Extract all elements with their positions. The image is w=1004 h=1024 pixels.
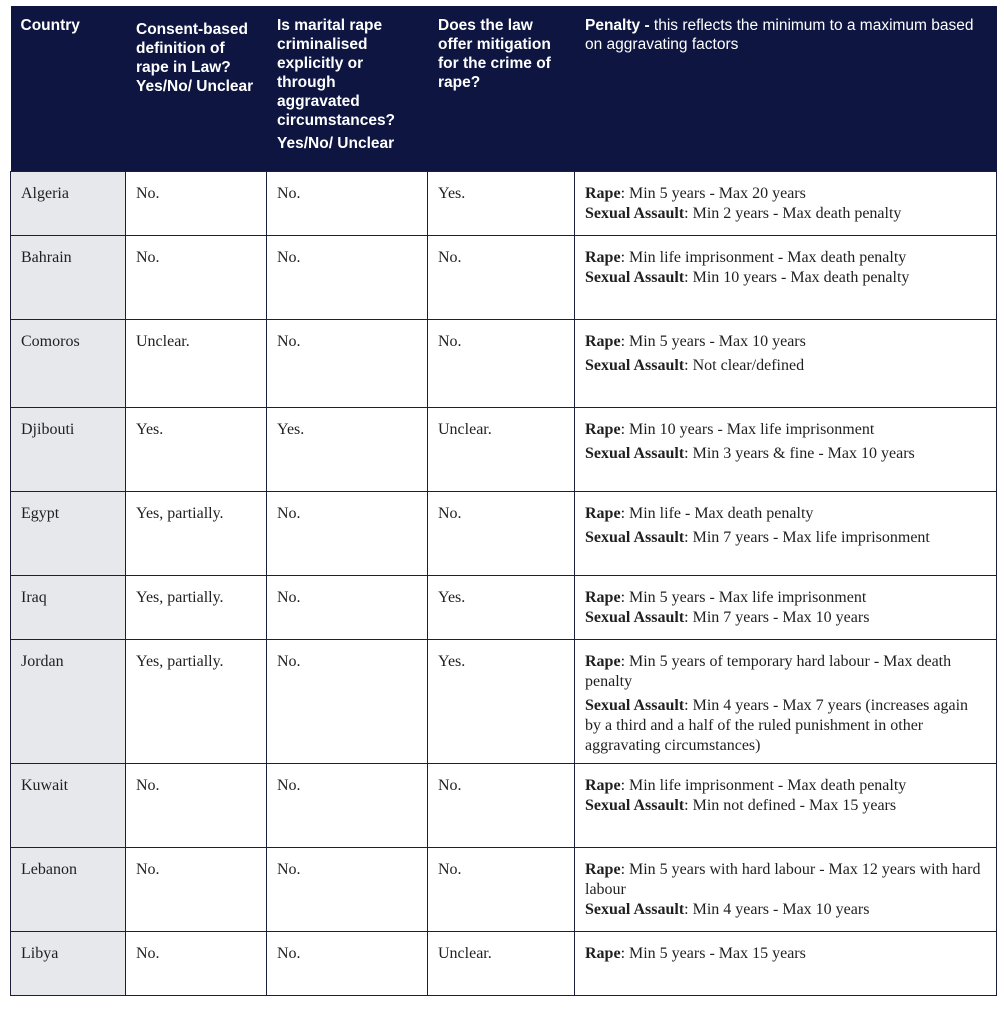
sexual-assault-penalty — [585, 444, 988, 464]
consent-cell-text: Yes. — [136, 420, 164, 438]
consent-cell-text: No. — [136, 860, 160, 878]
header-penalty-bold: Penalty - — [585, 17, 654, 34]
mitigation-cell-text: No. — [438, 860, 462, 878]
rape-label: Rape — [585, 420, 621, 438]
marital-rape-cell-text: No. — [277, 248, 301, 266]
consent-cell-text: No. — [136, 184, 160, 202]
rape-penalty — [585, 248, 988, 268]
sexual-assault-penalty — [585, 528, 988, 548]
country-cell — [11, 639, 126, 763]
consent-cell — [126, 235, 267, 319]
marital-rape-cell-text: No. — [277, 944, 301, 962]
sexual-assault-penalty-value: : Min 7 years - Max life imprisonment — [684, 528, 930, 546]
rape-penalty-value: : Min life imprisonment - Max death penalty — [620, 776, 907, 794]
country-cell — [11, 575, 126, 639]
penalty-cell — [575, 639, 997, 763]
header-country-label: Country — [20, 17, 80, 34]
header-penalty — [575, 6, 997, 171]
marital-rape-cell-text: No. — [277, 776, 301, 794]
marital-rape-cell — [267, 763, 428, 847]
consent-cell-text: Unclear. — [136, 332, 190, 350]
penalty-cell — [575, 407, 997, 491]
marital-rape-cell — [267, 639, 428, 763]
header-penalty-desc: this reflects the minimum to a maximum based on aggravating factors — [585, 17, 974, 53]
table-row — [11, 235, 997, 319]
marital-rape-cell — [267, 171, 428, 235]
penalty-cell — [575, 931, 997, 995]
penalty-cell — [575, 235, 997, 319]
rape-label: Rape — [585, 652, 621, 670]
rape-penalty — [585, 420, 988, 440]
table-body — [11, 171, 997, 995]
sexual-assault-label: Sexual Assault — [585, 528, 685, 546]
rape-label: Rape — [585, 944, 621, 962]
table-row — [11, 847, 997, 931]
country-cell-text: Lebanon — [21, 860, 77, 878]
header-mitigation — [428, 6, 575, 171]
marital-rape-cell-text: No. — [277, 860, 301, 878]
sexual-assault-penalty — [585, 796, 988, 816]
marital-rape-cell-text: No. — [277, 332, 301, 350]
country-cell-text: Djibouti — [21, 420, 75, 438]
rape-penalty-value: : Min 5 years - Max 10 years — [620, 332, 806, 350]
marital-rape-cell — [267, 847, 428, 931]
rape-penalty — [585, 652, 988, 692]
rape-label: Rape — [585, 504, 621, 522]
consent-cell-text: No. — [136, 944, 160, 962]
marital-rape-cell — [267, 319, 428, 407]
consent-cell — [126, 763, 267, 847]
rape-penalty — [585, 332, 988, 352]
marital-rape-cell — [267, 575, 428, 639]
consent-cell-text: No. — [136, 248, 160, 266]
consent-cell — [126, 491, 267, 575]
consent-cell-text: No. — [136, 776, 160, 794]
table-row — [11, 171, 997, 235]
rape-penalty-value: : Min 5 years - Max life imprisonment — [620, 588, 867, 606]
country-cell — [11, 407, 126, 491]
rape-label: Rape — [585, 248, 621, 266]
mitigation-cell — [428, 847, 575, 931]
header-marital-sub: Yes/No/ Unclear — [277, 135, 395, 152]
marital-rape-cell — [267, 491, 428, 575]
rape-penalty — [585, 944, 988, 964]
penalty-cell — [575, 847, 997, 931]
country-cell — [11, 491, 126, 575]
sexual-assault-penalty-value: : Min 3 years & fine - Max 10 years — [684, 444, 915, 462]
sexual-assault-penalty-value: : Min 7 years - Max 10 years — [684, 608, 870, 626]
header-marital-main: Is marital rape criminalised explicitly or through aggravated circumstances? — [277, 17, 396, 129]
sexual-assault-penalty — [585, 356, 988, 376]
mitigation-cell — [428, 763, 575, 847]
rape-penalty-value: : Min life - Max death penalty — [620, 504, 814, 522]
rape-penalty — [585, 776, 988, 796]
sexual-assault-penalty-value: : Not clear/defined — [684, 356, 805, 374]
sexual-assault-penalty — [585, 608, 988, 628]
header-marital-rape — [267, 6, 428, 171]
header-mitigation-label: Does the law offer mitigation for the crime of rape? — [438, 17, 551, 91]
sexual-assault-label: Sexual Assault — [585, 608, 685, 626]
mitigation-cell — [428, 171, 575, 235]
header-row — [11, 6, 997, 171]
table-row — [11, 763, 997, 847]
penalty-cell — [575, 171, 997, 235]
rape-label: Rape — [585, 184, 621, 202]
mitigation-cell — [428, 931, 575, 995]
mitigation-cell-text: Yes. — [438, 652, 466, 670]
marital-rape-cell-text: No. — [277, 504, 301, 522]
marital-rape-cell-text: Yes. — [277, 420, 305, 438]
consent-cell-text: Yes, partially. — [136, 652, 224, 670]
header-consent — [126, 6, 267, 171]
sexual-assault-penalty — [585, 696, 988, 756]
country-cell-text: Egypt — [21, 504, 60, 522]
mitigation-cell-text: Unclear. — [438, 420, 492, 438]
marital-rape-cell-text: No. — [277, 184, 301, 202]
table-row — [11, 491, 997, 575]
mitigation-cell-text: Yes. — [438, 588, 466, 606]
country-cell — [11, 763, 126, 847]
mitigation-cell — [428, 575, 575, 639]
sexual-assault-penalty — [585, 900, 988, 920]
rape-penalty — [585, 860, 988, 900]
country-cell-text: Comoros — [21, 332, 80, 350]
sexual-assault-label: Sexual Assault — [585, 796, 685, 814]
country-cell — [11, 931, 126, 995]
rape-label: Rape — [585, 588, 621, 606]
sexual-assault-penalty — [585, 204, 988, 224]
consent-cell — [126, 407, 267, 491]
mitigation-cell-text: No. — [438, 504, 462, 522]
rape-label: Rape — [585, 860, 621, 878]
penalty-cell — [575, 575, 997, 639]
consent-cell — [126, 171, 267, 235]
table-row — [11, 931, 997, 995]
country-cell-text: Bahrain — [21, 248, 72, 266]
marital-rape-cell — [267, 407, 428, 491]
mitigation-cell-text: No. — [438, 332, 462, 350]
sexual-assault-label: Sexual Assault — [585, 444, 685, 462]
mitigation-cell-text: No. — [438, 776, 462, 794]
sexual-assault-label: Sexual Assault — [585, 900, 685, 918]
rape-penalty-value: : Min 5 years - Max 20 years — [620, 184, 806, 202]
mitigation-cell — [428, 491, 575, 575]
country-cell — [11, 235, 126, 319]
rape-penalty-value: : Min life imprisonment - Max death penalty — [620, 248, 907, 266]
consent-cell — [126, 931, 267, 995]
marital-rape-cell-text: No. — [277, 652, 301, 670]
sexual-assault-label: Sexual Assault — [585, 204, 685, 222]
sexual-assault-label: Sexual Assault — [585, 696, 685, 714]
rape-penalty-value: : Min 5 years with hard labour - Max 12 years with hard labour — [585, 860, 981, 898]
country-cell — [11, 847, 126, 931]
penalty-cell — [575, 491, 997, 575]
sexual-assault-penalty-value: : Min 4 years - Max 10 years — [684, 900, 870, 918]
header-consent-label: Consent-based definition of rape in Law? Yes/No/ Unclear — [136, 21, 254, 95]
mitigation-cell — [428, 235, 575, 319]
table-header — [11, 6, 997, 171]
marital-rape-cell — [267, 235, 428, 319]
country-cell-text: Libya — [21, 944, 59, 962]
consent-cell — [126, 639, 267, 763]
penalty-cell — [575, 319, 997, 407]
consent-cell-text: Yes, partially. — [136, 504, 224, 522]
mitigation-cell — [428, 639, 575, 763]
sexual-assault-penalty-value: : Min 4 years - Max 7 years (increases again by a third and a half of the ruled punishment in other aggravating circumstances) — [585, 696, 969, 754]
header-country — [11, 6, 126, 171]
sexual-assault-penalty — [585, 268, 988, 288]
rape-penalty — [585, 588, 988, 608]
mitigation-cell-text: Yes. — [438, 184, 466, 202]
rape-penalty — [585, 184, 988, 204]
country-cell-text: Kuwait — [21, 776, 69, 794]
marital-rape-cell — [267, 931, 428, 995]
rape-penalty-value: : Min 5 years - Max 15 years — [620, 944, 806, 962]
country-cell — [11, 319, 126, 407]
consent-cell — [126, 575, 267, 639]
rape-penalty-value: : Min 10 years - Max life imprisonment — [620, 420, 875, 438]
sexual-assault-penalty-value: : Min not defined - Max 15 years — [684, 796, 897, 814]
mitigation-cell-text: Unclear. — [438, 944, 492, 962]
country-cell-text: Jordan — [21, 652, 64, 670]
country-cell-text: Iraq — [21, 588, 47, 606]
consent-cell — [126, 847, 267, 931]
table-row — [11, 575, 997, 639]
consent-cell — [126, 319, 267, 407]
sexual-assault-penalty-value: : Min 2 years - Max death penalty — [684, 204, 902, 222]
table-row — [11, 639, 997, 763]
rape-label: Rape — [585, 776, 621, 794]
rape-penalty — [585, 504, 988, 524]
country-cell — [11, 171, 126, 235]
rape-label: Rape — [585, 332, 621, 350]
sexual-assault-label: Sexual Assault — [585, 268, 685, 286]
mitigation-cell-text: No. — [438, 248, 462, 266]
penalty-cell — [575, 763, 997, 847]
table-row — [11, 407, 997, 491]
consent-cell-text: Yes, partially. — [136, 588, 224, 606]
law-comparison-table — [10, 6, 997, 996]
table-row — [11, 319, 997, 407]
sexual-assault-label: Sexual Assault — [585, 356, 685, 374]
marital-rape-cell-text: No. — [277, 588, 301, 606]
country-cell-text: Algeria — [21, 184, 69, 202]
rape-penalty-value: : Min 5 years of temporary hard labour - Max death penalty — [585, 652, 952, 690]
mitigation-cell — [428, 407, 575, 491]
mitigation-cell — [428, 319, 575, 407]
sexual-assault-penalty-value: : Min 10 years - Max death penalty — [684, 268, 910, 286]
